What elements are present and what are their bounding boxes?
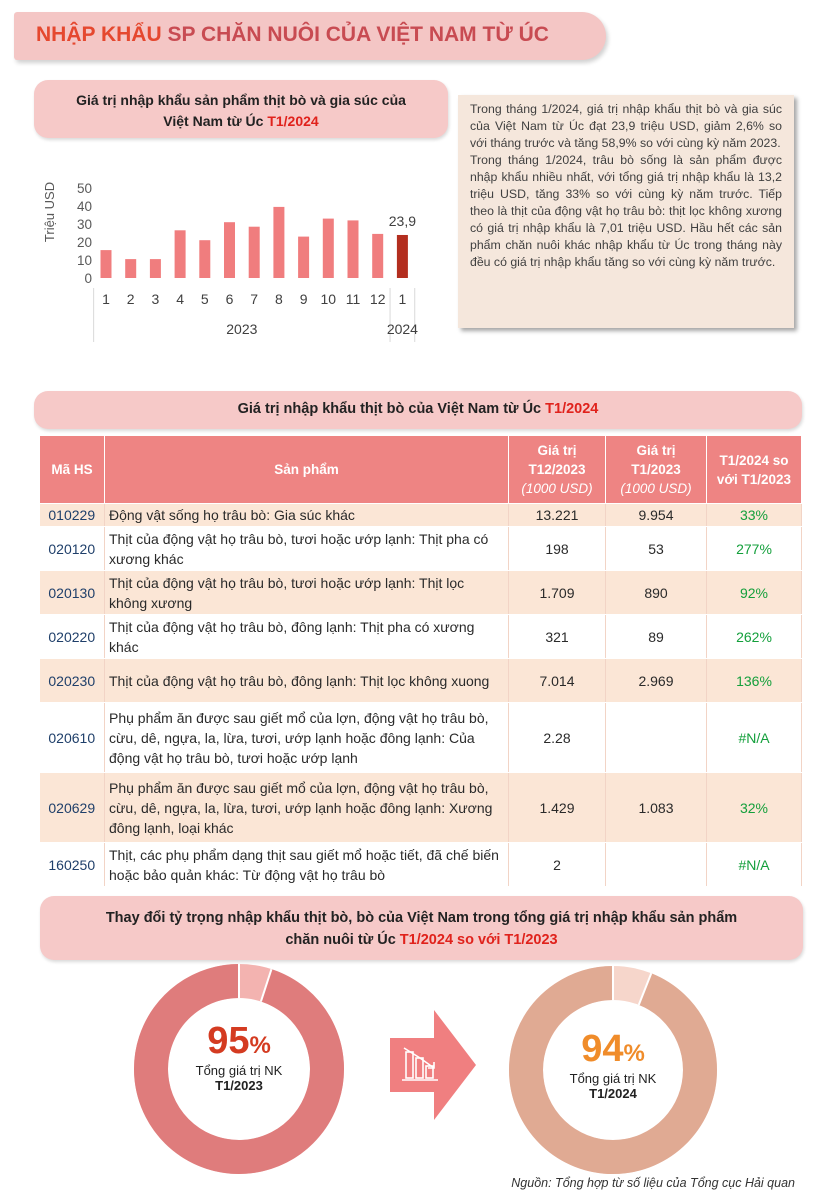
chart-title-line1: Giá trị nhập khẩu sản phẩm thịt bò và gia súc của (76, 92, 406, 108)
header-change-pct-l1: T1/2024 so (719, 452, 789, 468)
bar (224, 222, 235, 278)
change-pct-cell: #N/A (707, 703, 802, 773)
value-t12-2023-cell: 1.709 (509, 571, 606, 615)
value-t12-2023-cell: 321 (509, 615, 606, 659)
table-row (40, 571, 802, 615)
y-tick-label: 0 (84, 271, 92, 286)
donut-title-line2 (40, 929, 803, 951)
x-tick-label: 5 (200, 291, 209, 307)
x-tick-label: 6 (225, 291, 234, 307)
summary-paragraph-2: Trong tháng 1/2024, trâu bò sống là sản phẩm được nhập khẩu nhiều nhất, với tổng giá trị nhập khẩu là 13,2 triệu USD, tăng 33% so với cùng kỳ năm trước. Tiếp theo là thịt của động vật họ trâu bò: thịt lọc không xương có giá trị nhập khẩu là 7,01 triệu USD. Hầu hết các sản phẩm chăn nuôi khác nhập khẩu từ Úc trong tháng này đều có giá trị nhập khẩu tăng so với cùng kỳ năm trước. (470, 153, 782, 269)
import-table (39, 435, 802, 887)
table-row (40, 843, 802, 887)
product-cell: Thịt của động vật họ trâu bò, đông lạnh: Thịt lọc không xuong (105, 659, 509, 703)
chart-title-line2 (34, 111, 448, 132)
chart-title-highlight: T1/2024 (267, 113, 319, 129)
bar (199, 240, 210, 278)
donut-title-line2-text: chăn nuôi từ Úc (285, 932, 396, 948)
header-product: Sản phẩm (105, 436, 509, 504)
donut-2023-subtitle: Tổng giá trị NK (195, 1063, 283, 1078)
change-pct-cell: #N/A (707, 843, 802, 887)
bar-data-label: 23,9 (388, 212, 417, 229)
donut-2024-subtitle: Tổng giá trị NK (569, 1071, 657, 1086)
value-t1-2023-cell: 9.954 (606, 504, 707, 527)
x-tick-label: 1 (102, 291, 110, 307)
value-t12-2023-cell: 198 (509, 527, 606, 571)
bar (249, 227, 260, 278)
table-row (40, 773, 802, 843)
donut-2024-percent-value: 94 (581, 1028, 624, 1070)
donut-2024-period: T1/2024 (589, 1086, 637, 1101)
page-title (36, 23, 549, 47)
donut-2023-percent-sign: % (249, 1032, 271, 1059)
change-pct-cell: 33% (707, 504, 802, 527)
hs-code-cell: 020120 (40, 527, 105, 571)
value-t1-2023-cell: 2.969 (606, 659, 707, 703)
value-t1-2023-cell: 53 (606, 527, 707, 571)
bar (348, 220, 359, 278)
y-axis-title: Triệu USD (42, 181, 57, 243)
bar-highlight (397, 235, 408, 278)
x-tick-label: 12 (369, 291, 386, 307)
product-cell: Động vật sống họ trâu bò: Gia súc khác (105, 504, 509, 527)
hs-code-cell: 020230 (40, 659, 105, 703)
bar (175, 230, 186, 278)
y-tick-label: 30 (76, 217, 92, 232)
change-pct-cell: 277% (707, 527, 802, 571)
donut-2023-percent-value: 95 (207, 1020, 250, 1062)
x-group-label: 2024 (386, 321, 418, 337)
product-cell: Thịt của động vật họ trâu bò, tươi hoặc ướp lạnh: Thịt lọc không xương (105, 571, 509, 615)
product-cell: Phụ phẩm ăn được sau giết mổ của lợn, động vật họ trâu bò, cừu, dê, ngựa, la, lừa, tươi, ướp lạnh hoặc đông lạnh: Của động vật họ trâu bò, tươi hoặc ướp lạnh (105, 703, 509, 773)
donut-title-highlight: T1/2024 so với T1/2023 (399, 932, 558, 948)
value-t1-2023-cell: 89 (606, 615, 707, 659)
table-title (34, 391, 802, 429)
header-value-t12-2023-unit: (1000 USD) (521, 481, 593, 496)
table-row (40, 504, 802, 527)
x-tick-label: 2 (126, 291, 135, 307)
header-change-pct (707, 436, 802, 504)
bar (150, 259, 161, 278)
donut-2023-label (150, 1020, 328, 1093)
donut-2024-percent (524, 1028, 702, 1071)
donut-2024-percent-sign: % (623, 1040, 645, 1067)
change-pct-cell: 136% (707, 659, 802, 703)
table-title-text: Giá trị nhập khẩu thịt bò của Việt Nam từ Úc (237, 401, 542, 417)
change-pct-cell: 262% (707, 615, 802, 659)
page-title-highlight: NHẬP KHẨU (36, 23, 162, 46)
value-t12-2023-cell: 7.014 (509, 659, 606, 703)
x-group-label: 2023 (226, 321, 258, 337)
hs-code-cell: 020220 (40, 615, 105, 659)
bar (298, 237, 309, 278)
header-change-pct-l2: với T1/2023 (716, 471, 792, 487)
header-value-t1-2023-l1: Giá trị (636, 443, 676, 458)
comparison-arrow (390, 1010, 480, 1120)
bar (323, 219, 334, 278)
hs-code-cell: 010229 (40, 504, 105, 527)
donut-2023-percent (150, 1020, 328, 1063)
summary-box (458, 95, 794, 328)
x-tick-label: 7 (250, 291, 259, 307)
x-tick-label: 1 (398, 291, 407, 307)
donut-2023-period: T1/2023 (215, 1078, 263, 1093)
table-row (40, 703, 802, 773)
bar (273, 207, 284, 278)
table-header-row (40, 436, 802, 504)
value-t12-2023-cell: 13.221 (509, 504, 606, 527)
source-note: Nguồn: Tổng hợp từ số liệu của Tổng cục Hải quan (511, 1176, 795, 1190)
product-cell: Phụ phẩm ăn được sau giết mổ của lợn, động vật họ trâu bò, cừu, dê, ngựa, la, lừa, tươi, ướp lạnh hoặc đông lạnh: Xương đông lạnh, loại khác (105, 773, 509, 843)
donut-section-title (40, 896, 803, 960)
y-tick-label: 10 (76, 253, 92, 268)
product-cell: Thịt, các phụ phẩm dạng thịt sau giết mổ hoặc tiết, đã chế biến hoặc bảo quản khác: Từ động vật họ trâu bò (105, 843, 509, 887)
product-cell: Thịt của động vật họ trâu bò, tươi hoặc ướp lạnh: Thịt pha có xương khác (105, 527, 509, 571)
header-value-t12-2023 (509, 436, 606, 504)
x-tick-label: 3 (151, 291, 160, 307)
y-tick-label: 40 (76, 199, 92, 214)
value-t12-2023-cell: 2.28 (509, 703, 606, 773)
value-t1-2023-cell (606, 843, 707, 887)
bar (125, 259, 136, 278)
header-value-t1-2023 (606, 436, 707, 504)
donut-2024-label (524, 1028, 702, 1101)
header-banner (14, 12, 606, 60)
change-pct-cell: 32% (707, 773, 802, 843)
header-value-t1-2023-unit: (1000 USD) (620, 481, 692, 496)
value-t1-2023-cell: 1.083 (606, 773, 707, 843)
x-tick-label: 11 (345, 291, 361, 307)
bar (101, 250, 112, 278)
value-t12-2023-cell: 1.429 (509, 773, 606, 843)
page-title-rest: SP CHĂN NUÔI CỦA VIỆT NAM TỪ ÚC (167, 23, 549, 46)
header-value-t12-2023-l1: Giá trị (537, 443, 577, 458)
bar-chart (40, 170, 450, 350)
table-row (40, 659, 802, 703)
table-title-highlight: T1/2024 (545, 401, 599, 417)
hs-code-cell: 020130 (40, 571, 105, 615)
hs-code-cell: 020629 (40, 773, 105, 843)
x-tick-label: 8 (275, 291, 283, 307)
header-value-t1-2023-l2: T1/2023 (631, 462, 681, 477)
table-row (40, 615, 802, 659)
chart-title (34, 80, 448, 138)
hs-code-cell: 020610 (40, 703, 105, 773)
product-cell: Thịt của động vật họ trâu bò, đông lạnh: Thịt pha có xương khác (105, 615, 509, 659)
y-tick-label: 20 (76, 235, 92, 250)
header-value-t12-2023-l2: T12/2023 (528, 462, 586, 477)
x-tick-label: 10 (320, 291, 337, 307)
change-pct-cell: 92% (707, 571, 802, 615)
x-tick-label: 9 (299, 291, 308, 307)
header-code: Mã HS (40, 436, 105, 504)
donut-title-line1: Thay đổi tỷ trọng nhập khẩu thịt bò, bò của Việt Nam trong tổng giá trị nhập khẩu sản phẩm (105, 910, 738, 926)
value-t1-2023-cell (606, 703, 707, 773)
y-tick-label: 50 (76, 181, 92, 196)
hs-code-cell: 160250 (40, 843, 105, 887)
value-t12-2023-cell: 2 (509, 843, 606, 887)
value-t1-2023-cell: 890 (606, 571, 707, 615)
bar (372, 234, 383, 278)
x-tick-label: 4 (176, 291, 184, 307)
summary-paragraph-1: Trong tháng 1/2024, giá trị nhập khẩu thịt bò và gia súc của Việt Nam từ Úc đạt 23,9 triệu USD, giảm 2,6% so với tháng trước và tăng 58,9% so với cùng kỳ năm 2023. (470, 102, 782, 150)
table-row (40, 527, 802, 571)
chart-title-line2-text: Việt Nam từ Úc (163, 113, 264, 129)
